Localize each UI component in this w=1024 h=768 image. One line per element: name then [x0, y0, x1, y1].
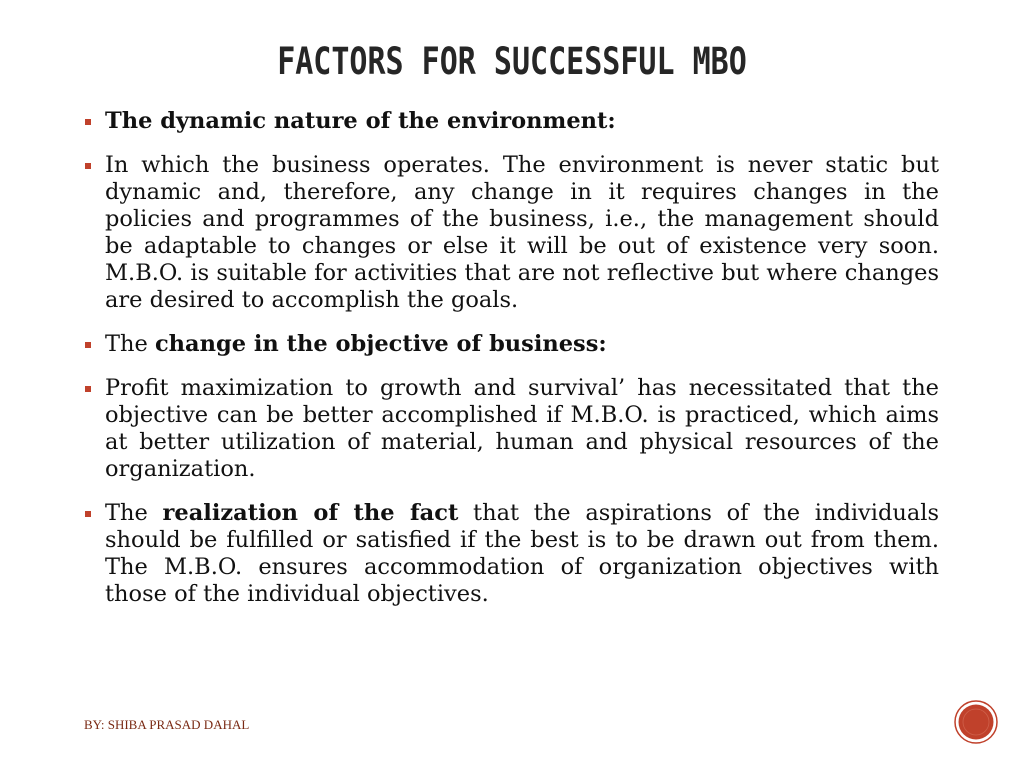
bullet-text: In which the business operates. The environment is never static but dynamic and, therefore, any change in it requires changes in the policies and programmes of the business, i.e., the management should be adaptable to changes or else it will be out of existence very soon. M.B.O. is suitable for activities that are not reflective but where changes are desired to accomplish the goals. — [105, 152, 939, 313]
bullet-prefix: The — [105, 500, 163, 526]
bullet-item-2 — [85, 152, 939, 314]
bullet-item-3 — [85, 331, 939, 358]
bullet-item-1 — [85, 108, 939, 135]
square-bullet-icon — [85, 386, 91, 392]
square-bullet-icon — [85, 119, 91, 125]
bullet-heading: realization of the fact — [162, 500, 459, 526]
square-bullet-icon — [85, 163, 91, 169]
square-bullet-icon — [85, 511, 91, 517]
bullet-item-5 — [85, 500, 939, 608]
square-bullet-icon — [85, 342, 91, 348]
bullet-text: that the aspirations of the individuals should be fulfilled or satisfied if the best is to be drawn out from them. The M.B.O. ensures accommodation of organization objectives with those of the individual objectives. — [105, 500, 939, 607]
slide-title: FACTORS FOR SUCCESSFUL MBO — [277, 40, 747, 84]
bullet-list — [85, 108, 939, 625]
bullet-text: Profit maximization to growth and survival’ has necessitated that the objective can be better accomplished if M.B.O. is practiced, which aims at better utilization of material, human and physical resources of the organization. — [105, 375, 939, 482]
author-footer: BY: SHIBA PRASAD DAHAL — [84, 717, 250, 732]
slide-number-badge-icon — [954, 700, 998, 744]
bullet-prefix: The — [105, 331, 155, 357]
bullet-item-4 — [85, 375, 939, 483]
bullet-heading: change in the objective of business: — [154, 331, 607, 357]
bullet-heading: The dynamic nature of the environment: — [105, 108, 616, 134]
